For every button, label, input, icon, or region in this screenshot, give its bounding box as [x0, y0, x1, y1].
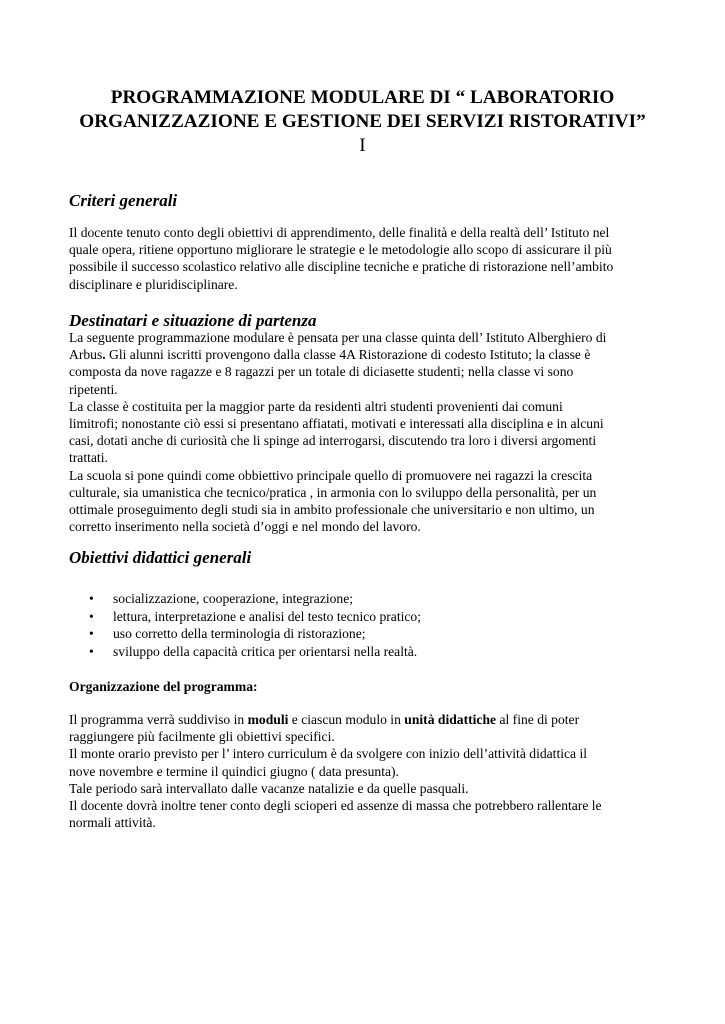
criteri-line: disciplinare e pluridisciplinare.: [69, 276, 238, 292]
obiettivi-item-text: uso corretto della terminologia di ristorazione;: [113, 626, 366, 641]
destinatari-line: casi, dotati anche di curiosità che li spinge ad interrogarsi, discutendo tra loro i diversi argomenti: [69, 433, 597, 449]
criteri-line: quale opera, ritiene opportuno migliorare le strategie e le metodologie allo scopo di assicurare il più: [69, 242, 612, 258]
bullet-icon: •: [89, 591, 94, 606]
obiettivi-item: [69, 643, 659, 661]
section-destinatari: [69, 311, 659, 331]
section-criteri: [69, 191, 659, 211]
destinatari-paragraph: [69, 329, 659, 535]
title-line-3: I: [359, 135, 366, 156]
title-line-2: ORGANIZZAZIONE E GESTIONE DEI SERVIZI RISTORATIVI”: [79, 111, 646, 132]
section-obiettivi: [69, 548, 659, 568]
destinatari-line: ripetenti.: [69, 381, 118, 397]
obiettivi-item-text: sviluppo della capacità critica per orientarsi nella realtà.: [113, 643, 418, 659]
organizzazione-heading: Organizzazione del programma:: [69, 679, 258, 694]
organizzazione-line: Il docente dovrà inoltre tener conto degli scioperi ed assenze di massa che potrebbero rallentare le: [69, 798, 602, 814]
document-title: [40, 86, 685, 158]
criteri-heading: Criteri generali: [69, 191, 178, 210]
obiettivi-item: [69, 625, 659, 643]
obiettivi-item: [69, 608, 659, 626]
destinatari-line: ottimale proseguimento degli studi sia in ambito professionale che universitario e non ultimo, un: [69, 502, 595, 518]
destinatari-period: .: [102, 347, 106, 363]
organizzazione-paragraph: [69, 711, 659, 831]
obiettivi-heading: Obiettivi didattici generali: [69, 548, 252, 567]
destinatari-heading: Destinatari e situazione di partenza: [69, 311, 317, 330]
destinatari-line: [69, 346, 659, 363]
obiettivi-item-text: socializzazione, cooperazione, integrazione;: [113, 591, 354, 606]
criteri-line: possibile il successo scolastico relativo alle discipline tecniche e pratiche di ristorazione nell’ambito: [69, 259, 614, 275]
org-l1-c: e ciascun modulo in: [288, 712, 405, 727]
org-l1-e: al fine di poter: [496, 712, 580, 727]
organizzazione-line: raggiungere più facilmente gli obiettivi specifici.: [69, 729, 335, 745]
criteri-line: Il docente tenuto conto degli obiettivi di apprendimento, delle finalità e della realtà dell’ Istituto nel: [69, 225, 610, 240]
org-moduli: moduli: [247, 712, 289, 727]
org-l1-a: Il programma verrà suddiviso in: [69, 712, 248, 727]
destinatari-line: culturale, sia umanistica che tecnico/pratica , in armonia con lo sviluppo della personalità, per un: [69, 484, 597, 500]
bullet-icon: •: [89, 643, 94, 659]
organizzazione-line: normali attività.: [69, 815, 156, 831]
obiettivi-list: [69, 590, 659, 660]
organizzazione-line: Tale periodo sarà intervallato dalle vacanze natalizie e da quelle pasquali.: [69, 780, 469, 796]
obiettivi-item-text: lettura, interpretazione e analisi del testo tecnico pratico;: [113, 608, 421, 624]
destinatari-line: La classe è costituita per la maggior parte da residenti altri studenti provenienti dai comuni: [69, 398, 563, 414]
title-line-1: PROGRAMMAZIONE MODULARE DI “ LABORATORIO: [110, 87, 615, 108]
destinatari-line: corretto inserimento nella società d’oggi e nel mondo del lavoro.: [69, 519, 421, 535]
organizzazione-line: nove novembre e termine il quindici giugno ( data presunta).: [69, 763, 399, 779]
destinatari-arbus: Arbus: [69, 347, 103, 363]
criteri-paragraph: [69, 224, 659, 293]
section-organizzazione: [69, 678, 659, 695]
destinatari-line: La scuola si pone quindi come obbiettivo principale quello di promuovere nei ragazzi la crescita: [69, 467, 593, 483]
obiettivi-item: [69, 590, 659, 608]
bullet-icon: •: [89, 626, 94, 641]
org-unita-didattiche: unità didattiche: [404, 712, 497, 727]
organizzazione-line: Il monte orario previsto per l’ intero curriculum è da svolgere con inizio dell’attività didattica il: [69, 746, 588, 762]
destinatari-line: composta da nove ragazze e 8 ragazzi per un totale di diciasette studenti; nella classe vi sono: [69, 364, 574, 380]
destinatari-line: trattati.: [69, 450, 108, 466]
organizzazione-line: [69, 711, 659, 728]
destinatari-line: limitrofi; nonostante ciò essi si presentano affiatati, motivati e interessati alla disciplina e in alcuni: [69, 416, 604, 432]
bullet-icon: •: [89, 608, 94, 624]
obiettivi-list-wrap: [69, 590, 659, 660]
destinatari-line: La seguente programmazione modulare è pensata per una classe quinta dell’ Istituto Alberghiero di: [69, 330, 607, 345]
destinatari-line2-rest: Gli alunni iscritti provengono dalla classe 4A Ristorazione di codesto Istituto; la classe è: [105, 347, 591, 363]
